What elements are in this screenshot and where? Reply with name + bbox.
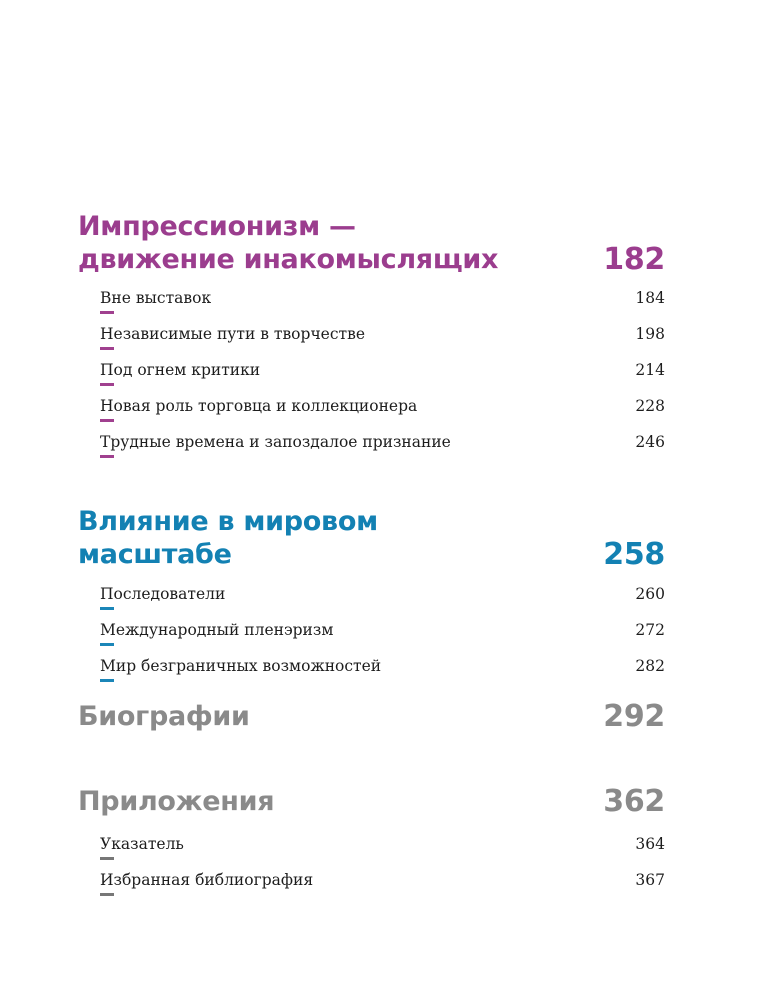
section-title: Биографии xyxy=(78,701,250,732)
toc-entry-title: Новая роль торговца и коллекционера xyxy=(100,397,418,415)
toc-entry-title: Под огнем критики xyxy=(100,361,261,379)
toc-entry-title: Вне выставок xyxy=(100,289,212,307)
entry-dash-marker xyxy=(100,455,114,458)
toc-entry-page: 367 xyxy=(635,871,665,889)
section-title: Влияние в мировом масштабе xyxy=(78,506,378,570)
toc-entry-title: Международный пленэризм xyxy=(100,621,334,639)
toc-entry[interactable] xyxy=(78,870,665,906)
toc-entry[interactable] xyxy=(78,834,665,870)
section-heading xyxy=(78,210,665,276)
toc-entry[interactable] xyxy=(78,584,665,620)
toc-section-impressionism xyxy=(78,210,665,468)
toc-entry[interactable] xyxy=(78,656,665,692)
toc-entry-page: 246 xyxy=(635,433,665,451)
section-title-line2: движение инакомыслящих xyxy=(78,244,499,275)
toc-entry[interactable] xyxy=(78,360,665,396)
toc-entry-title: Последователи xyxy=(100,585,226,603)
toc-entry-list xyxy=(78,584,665,692)
section-title-line1: Импрессионизм — xyxy=(78,211,356,242)
toc-entry-page: 260 xyxy=(635,585,665,603)
toc-entry[interactable] xyxy=(78,432,665,468)
toc-entry[interactable] xyxy=(78,324,665,360)
toc-section-biographies xyxy=(78,700,665,733)
section-page-number: 182 xyxy=(603,242,665,277)
toc-entry-page: 184 xyxy=(635,289,665,307)
toc-entry-list xyxy=(78,288,665,468)
toc-entry-title: Независимые пути в творчестве xyxy=(100,325,366,343)
entry-dash-marker xyxy=(100,607,114,610)
section-heading xyxy=(78,785,665,818)
entry-dash-marker xyxy=(100,311,114,314)
section-heading xyxy=(78,505,665,571)
entry-dash-marker xyxy=(100,679,114,682)
section-title: Приложения xyxy=(78,786,275,817)
section-heading xyxy=(78,700,665,733)
entry-dash-marker xyxy=(100,643,114,646)
toc-entry-title: Указатель xyxy=(100,835,184,853)
toc-entry-page: 282 xyxy=(635,657,665,675)
toc-entry-title: Трудные времена и запоздалое признание xyxy=(100,433,451,451)
toc-entry-page: 364 xyxy=(635,835,665,853)
toc-entry-page: 214 xyxy=(635,361,665,379)
toc-entry-list xyxy=(78,834,665,906)
toc-entry-title: Мир безграничных возможностей xyxy=(100,657,382,675)
toc-section-appendices xyxy=(78,785,665,906)
section-page-number: 258 xyxy=(603,537,665,572)
toc-entry-page: 228 xyxy=(635,397,665,415)
toc-entry-title: Избранная библиография xyxy=(100,871,314,889)
toc-entry[interactable] xyxy=(78,288,665,324)
entry-dash-marker xyxy=(100,383,114,386)
section-page-number: 292 xyxy=(603,699,665,734)
entry-dash-marker xyxy=(100,893,114,896)
toc-entry[interactable] xyxy=(78,396,665,432)
entry-dash-marker xyxy=(100,857,114,860)
toc-entry-page: 198 xyxy=(635,325,665,343)
section-page-number: 362 xyxy=(603,784,665,819)
entry-dash-marker xyxy=(100,347,114,350)
toc-entry-page: 272 xyxy=(635,621,665,639)
toc-section-influence xyxy=(78,505,665,692)
entry-dash-marker xyxy=(100,419,114,422)
toc-entry[interactable] xyxy=(78,620,665,656)
